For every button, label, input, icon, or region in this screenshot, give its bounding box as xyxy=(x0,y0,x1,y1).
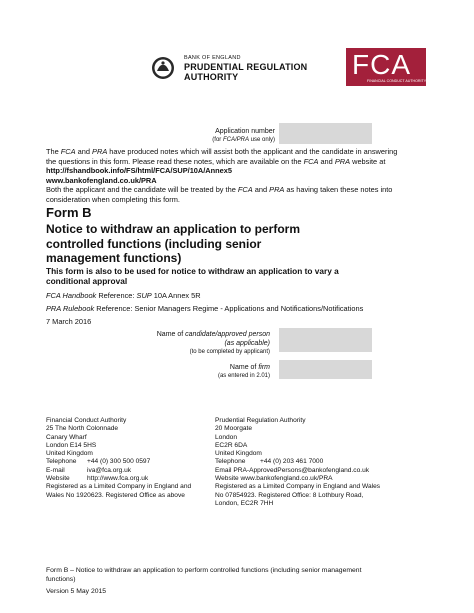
fca-logo-text: FCA xyxy=(352,49,411,80)
pra-website-link[interactable]: Website www.bankofengland.co.uk/PRA xyxy=(215,475,333,483)
firm-name-field[interactable] xyxy=(279,360,372,379)
intro-paragraph: The FCA and PRA have produced notes which will assist both the applicant and the candidate in answering the questions in this form. Please read these notes, which are available on the FCA and PRA website at http://fshandbook.info/FS/html/FCA/SUP/10A/Annex5 www.bankofengland.co.uk/PRA Both the applicant and the candidate will be treated by the FCA and PRA as having taken these notes into consideration when completing this form. xyxy=(46,147,436,205)
application-number-label: Application number (for FCA/PRA use only) xyxy=(212,128,275,143)
fca-handbook-reference: FCA Handbook Reference: SUP 10A Annex 5R xyxy=(46,291,201,300)
fca-email-link[interactable]: iva@fca.org.uk xyxy=(87,466,132,474)
fca-website-link[interactable]: http://www.fca.org.uk xyxy=(87,475,149,483)
pra-address-block: Prudential Regulation Authority 20 Moorgate London EC2R 6DA United Kingdom Telephone +44 (0) 203 461 7000 Email PRA-ApprovedPersons@bankofengland.co.uk Website www.bankofengland.co.uk/PRA Registered as a Limited Company in England and Wales No 07854923. Registered Office: 8 Lothbury Road, London, EC2R 7HH xyxy=(215,417,435,508)
form-label: Form B xyxy=(46,205,92,220)
candidate-name-field[interactable] xyxy=(279,328,372,352)
candidate-name-label: Name of candidate/approved person (as applicable) (to be completed by applicant) xyxy=(156,331,270,355)
form-date: 7 March 2016 xyxy=(46,317,92,326)
pra-rulebook-reference: PRA Rulebook Reference: Senior Managers Regime - Applications and Notifications/Notifications xyxy=(46,304,364,313)
application-number-field[interactable] xyxy=(279,123,372,144)
firm-name-label: Name of firm (as entered in 2.01) xyxy=(217,364,270,379)
boe-pra-logo xyxy=(151,54,311,82)
boe-link[interactable]: www.bankofengland.co.uk/PRA xyxy=(46,175,157,185)
page-footer: Form B – Notice to withdraw an application to perform controlled functions (including senior management functions) Version 5 May 2015 xyxy=(46,567,436,597)
form-title: Notice to withdraw an application to perform controlled functions (including senior management functions) xyxy=(46,222,301,265)
version-text: Version 5 May 2015 xyxy=(46,588,107,596)
fca-address-block: Financial Conduct Authority 25 The North Colonnade Canary Wharf London E14 5HS United Kingdom Telephone +44 (0) 300 500 0597 E-mail iva@fca.org.uk Website http://www.fca.org.uk Registered as a Limited Company in England and Wales No 1920623. Registered Office as above xyxy=(46,417,192,499)
form-subtitle: This form is also to be used for notice to withdraw an application to vary a conditional approval xyxy=(46,266,339,286)
pra-email-link[interactable]: Email PRA-ApprovedPersons@bankofengland.co.uk xyxy=(215,466,370,474)
handbook-link[interactable]: http://fshandbook.info/FS/html/FCA/SUP/10A/Annex5 xyxy=(46,166,233,176)
boe-line2: PRUDENTIAL REGULATION xyxy=(184,62,308,72)
boe-line1: BANK OF ENGLAND xyxy=(184,55,241,61)
boe-crest-icon xyxy=(151,56,175,80)
boe-line3: AUTHORITY xyxy=(184,72,239,82)
fca-logo xyxy=(346,48,426,86)
fca-logo-subtext: FINANCIAL CONDUCT AUTHORITY xyxy=(367,79,427,83)
